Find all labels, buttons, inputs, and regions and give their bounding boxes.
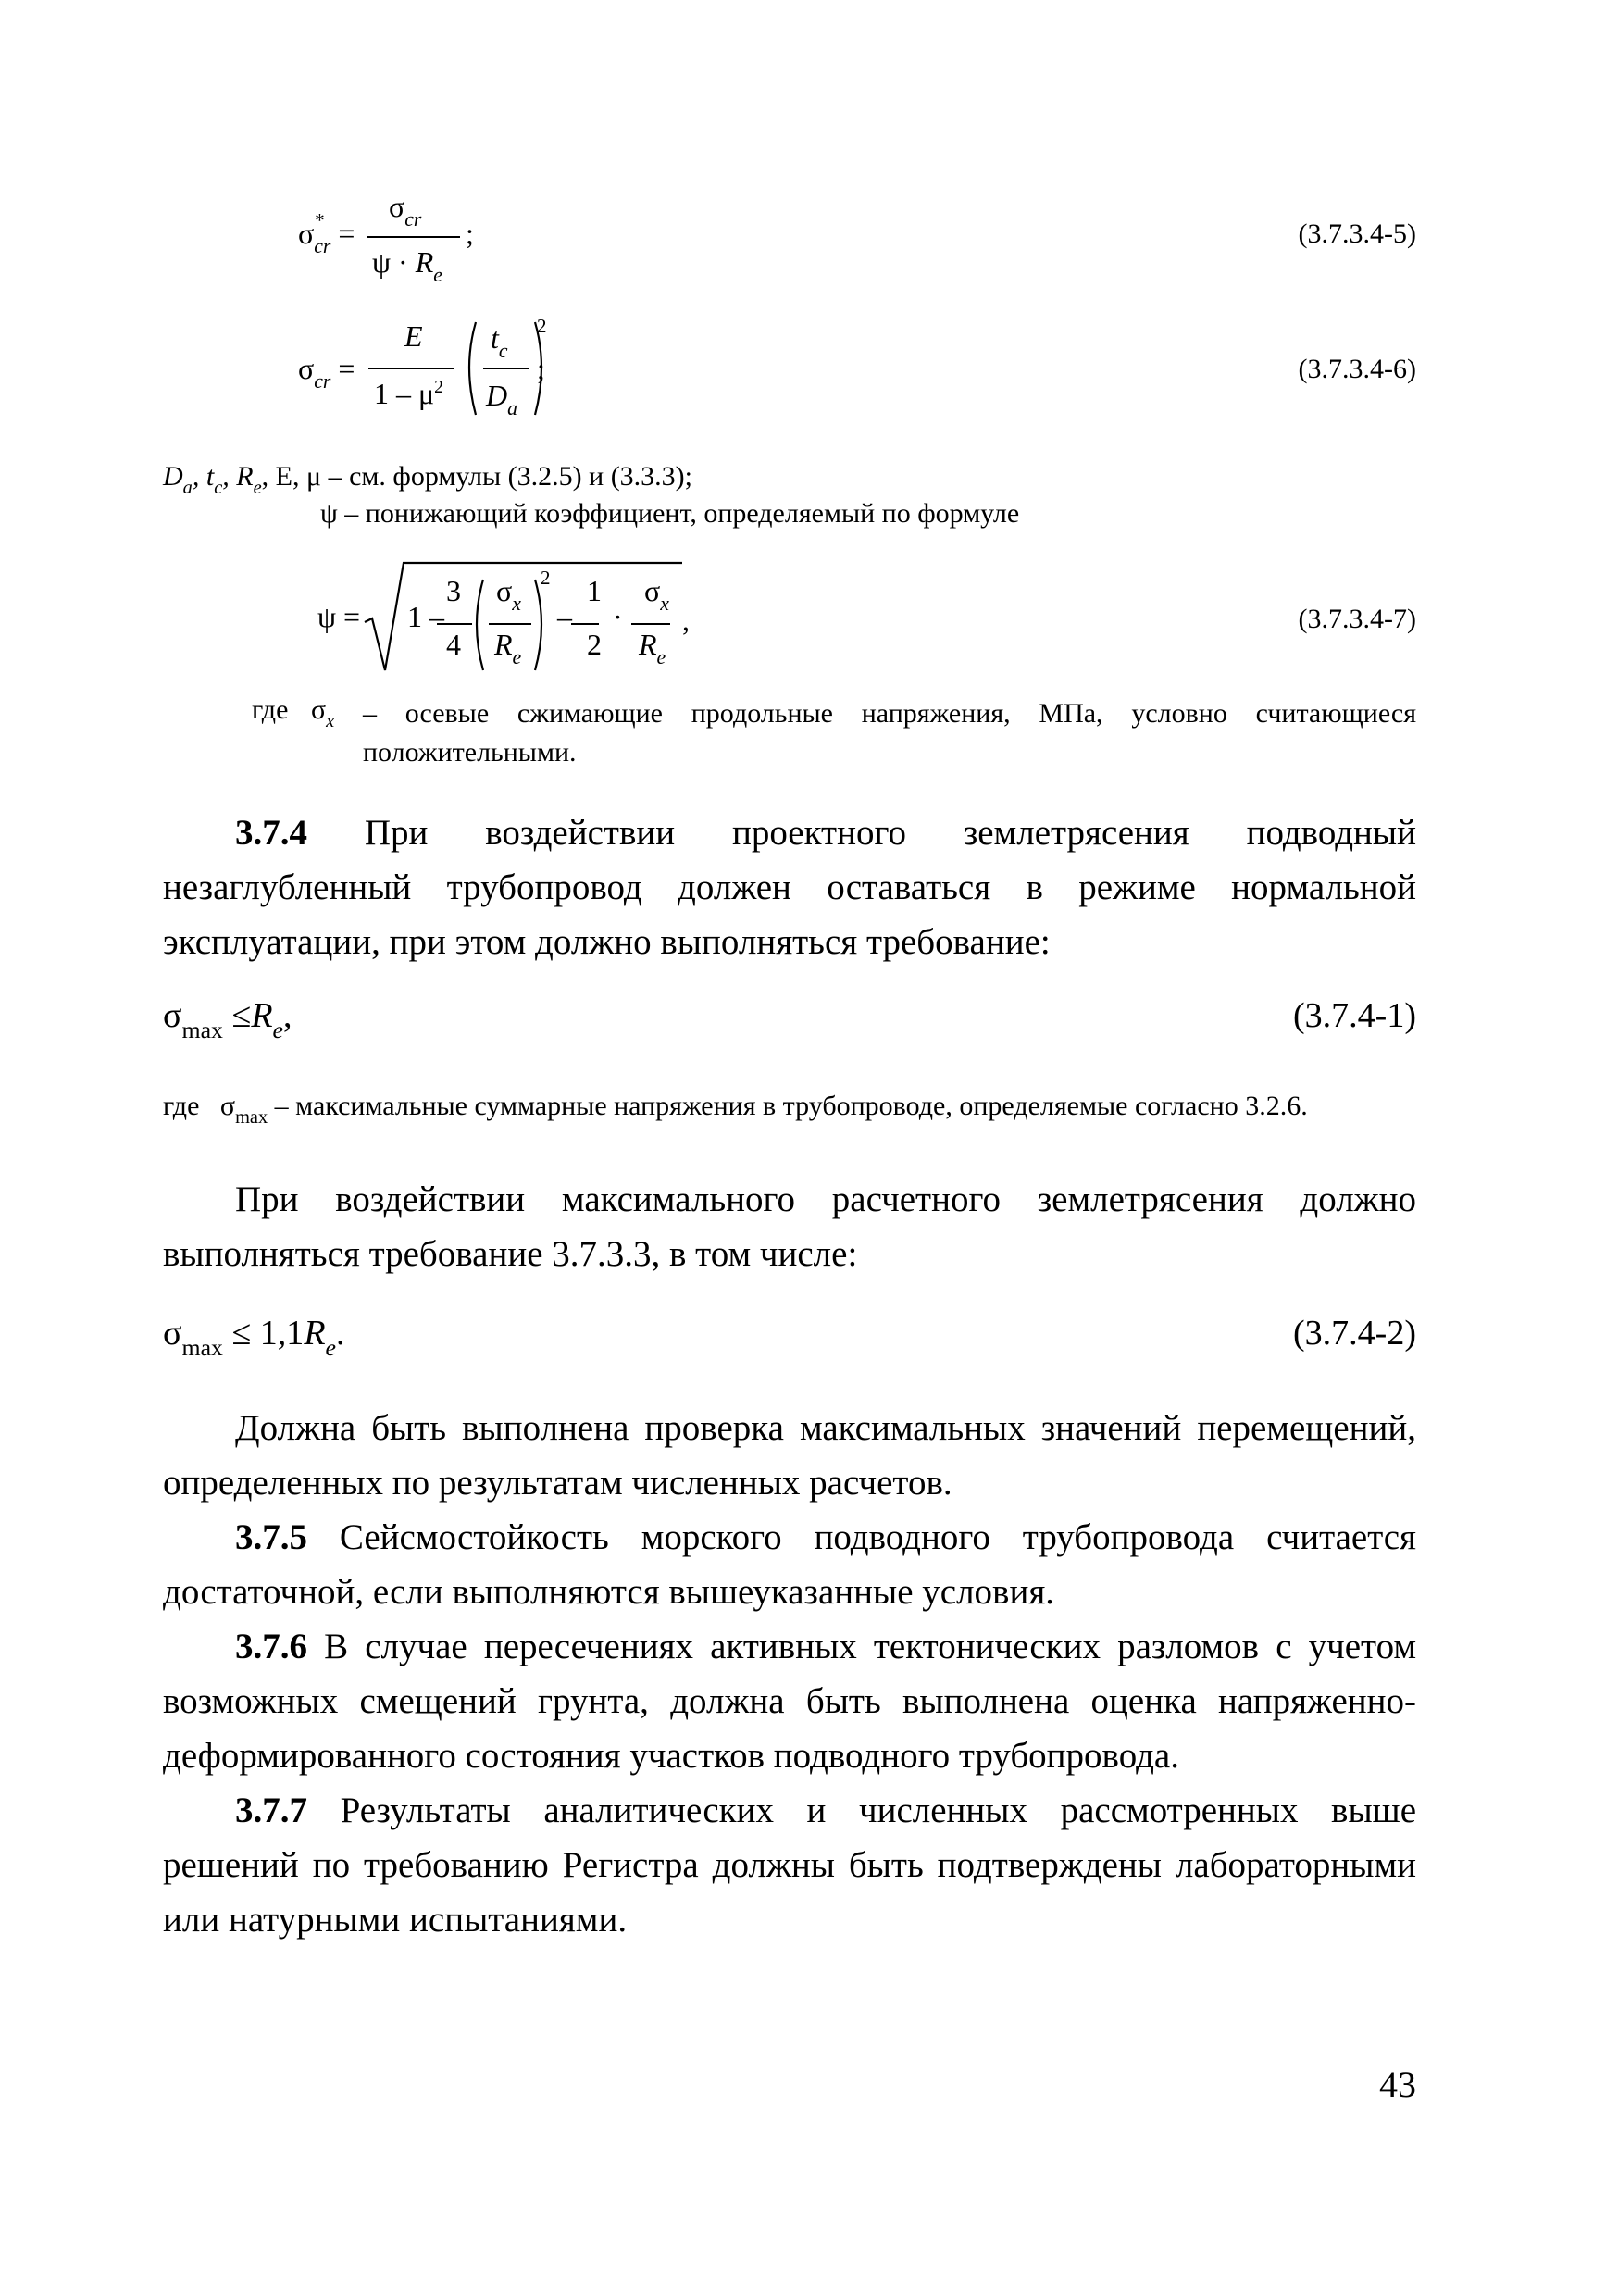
section-number: 3.7.4	[235, 813, 307, 853]
subscript: cr	[314, 234, 331, 257]
equation-number: (3.7.3.4-6)	[1298, 354, 1416, 384]
fraction-bar	[368, 368, 454, 369]
inner-denominator: D	[486, 379, 508, 412]
document-page: $\sigma_{cr}$ * = $\sigma_{cr}$ $\psi \cdot R_e$ ; (3.7.3.4-5) $\sigma_{cr}$ = E $1 - \mu^2$ $t_c$ $D_a$ 2 ; (3.7.3.4-6) $D_a$, $t_c$, $R_e$, E, μ – см. формулы (3.2.5) и (3.3.3); ψ – понижающий коэффициент, определяемый по формуле ψ = 1 – 3 4 $\sigma_x$ $R_e$ 2 – 1 2 · $\sigma_x$ $R_e$ , (3.7.3.4-7) где $\sigma_x$ – осевые сжимающие продольные напряжения, МПа, условно считающиеся положительными. 3.7.4 При воздействии проектного землетрясения подводный незаглубленный трубопровод должен оставаться в режиме нормальной эксплуатации, при этом должно выполняться требование: $\sigma_{max} \le R_e$, (3.7.4-1) где $\sigma_{max}$ – максимальные суммарные напряжения в трубопроводе, определяемые согласно 3.2.6. При воздействии максимального расчетного землетрясения должно выполняться требование 3.7.3.3, в том числе: $\sigma_{max} \le 1,1R_e$. (3.7.4-2) Должна быть выполнена проверка максимальных значений перемещений, определенных по результатам численных расчетов. 3.7.5 Сейсмостойкость морского подводного трубопровода считается достаточной, если выполняются вышеуказанные условия. 3.7.6 В случае пересечениях активных тектонических разломов с учетом возможных смещений грунта, должна быть выполнена оценка напряженно-деформированного состояния участков подводного трубопровода. 3.7.7 Результаты аналитических и численных рассмотренных выше решений по требованию Регистра должны быть подтверждены лабораторными или натурными испытаниями. 43	[163, 190, 1416, 2105]
sigma-symbol: σ	[298, 352, 315, 385]
variables-note: $D_a$, $t_c$, $R_e$, E, μ – см. формулы (3.2.5) и (3.3.3);	[163, 461, 693, 499]
one-minus: 1 –	[407, 600, 444, 633]
sigma-x: σ	[496, 574, 513, 607]
dot-operator: ·	[613, 600, 623, 633]
denominator: ψ ·	[372, 245, 416, 279]
exponent: 2	[537, 315, 547, 337]
section-text: При воздействии проектного землетрясения подводный незаглубленный трубопровод должен оставаться в режиме нормальной эксплуатации, при этом должно выполняться требование:	[163, 813, 1416, 962]
sigma-symbol: σ	[298, 217, 315, 250]
sigma-x-definition: – осевые сжимающие продольные напряжения, МПа, условно считающиеся положительными.	[363, 698, 1416, 767]
denominator-4: 4	[446, 628, 461, 661]
equation-3-7-4-2: $\sigma_{max} \le 1,1R_e$.	[163, 1314, 345, 1361]
equals-sign: =	[338, 352, 355, 385]
section-3-7-6: 3.7.6 В случае пересечениях активных тектонических разломов с учетом возможных смещений грунта, должна быть выполнена оценка напряженно-деформированного состояния участков подводного трубопровода.	[163, 1627, 1416, 1776]
check-paragraph: Должна быть выполнена проверка максимальных значений перемещений, определенных по результатам численных расчетов.	[163, 1408, 1416, 1503]
semicolon: ;	[466, 217, 474, 250]
psi-note: ψ – понижающий коэффициент, определяемый по формуле	[320, 498, 1020, 529]
section-3-7-5: 3.7.5 Сейсмостойкость морского подводного трубопровода считается достаточной, если выполняются вышеуказанные условия.	[163, 1517, 1416, 1612]
equation-number: (3.7.4-1)	[1293, 996, 1416, 1035]
inner-numerator: t	[491, 321, 499, 355]
minus-sign: –	[557, 600, 572, 633]
equation-number: (3.7.3.4-7)	[1298, 604, 1416, 634]
numerator-3: 3	[446, 574, 461, 607]
denominator: 1 – μ	[374, 377, 435, 410]
equation-number: (3.7.3.4-5)	[1298, 218, 1416, 249]
section-3-7-4	[163, 805, 1416, 969]
where-label: где	[252, 694, 289, 725]
max-earthquake-paragraph: При воздействии максимального расчетного землетрясения должно выполняться требование 3.7.3.3, в том числе:	[163, 1179, 1416, 1274]
numerator: σ	[389, 190, 405, 223]
sigma-x: σ	[311, 694, 327, 725]
equation-3-7-4-1: $\sigma_{max} \le R_e$,	[163, 996, 292, 1043]
semicolon: ;	[537, 352, 545, 385]
psi-lhs: ψ =	[317, 600, 361, 633]
r-e: R	[494, 628, 513, 661]
fraction-bar	[367, 236, 460, 238]
numerator-1: 1	[587, 574, 602, 607]
denominator-2: 2	[587, 628, 602, 661]
equation-number: (3.7.4-2)	[1293, 1314, 1416, 1353]
equals-sign: =	[338, 217, 355, 250]
comma: ,	[682, 604, 690, 637]
sigma-max-note: где $\sigma_{max}$ – максимальные суммарные напряжения в трубопроводе, определяемые согласно 3.2.6.	[163, 1091, 1308, 1129]
numerator: E	[404, 319, 423, 353]
exponent: 2	[541, 567, 551, 589]
superscript: *	[314, 209, 324, 231]
closing-paragraphs	[163, 1401, 1416, 1947]
section-3-7-7: 3.7.7 Результаты аналитических и численных рассмотренных выше решений по требованию Регистра должны быть подтверждены лабораторными или натурными испытаниями.	[163, 1791, 1416, 1940]
page-number: 43	[1379, 2064, 1416, 2105]
